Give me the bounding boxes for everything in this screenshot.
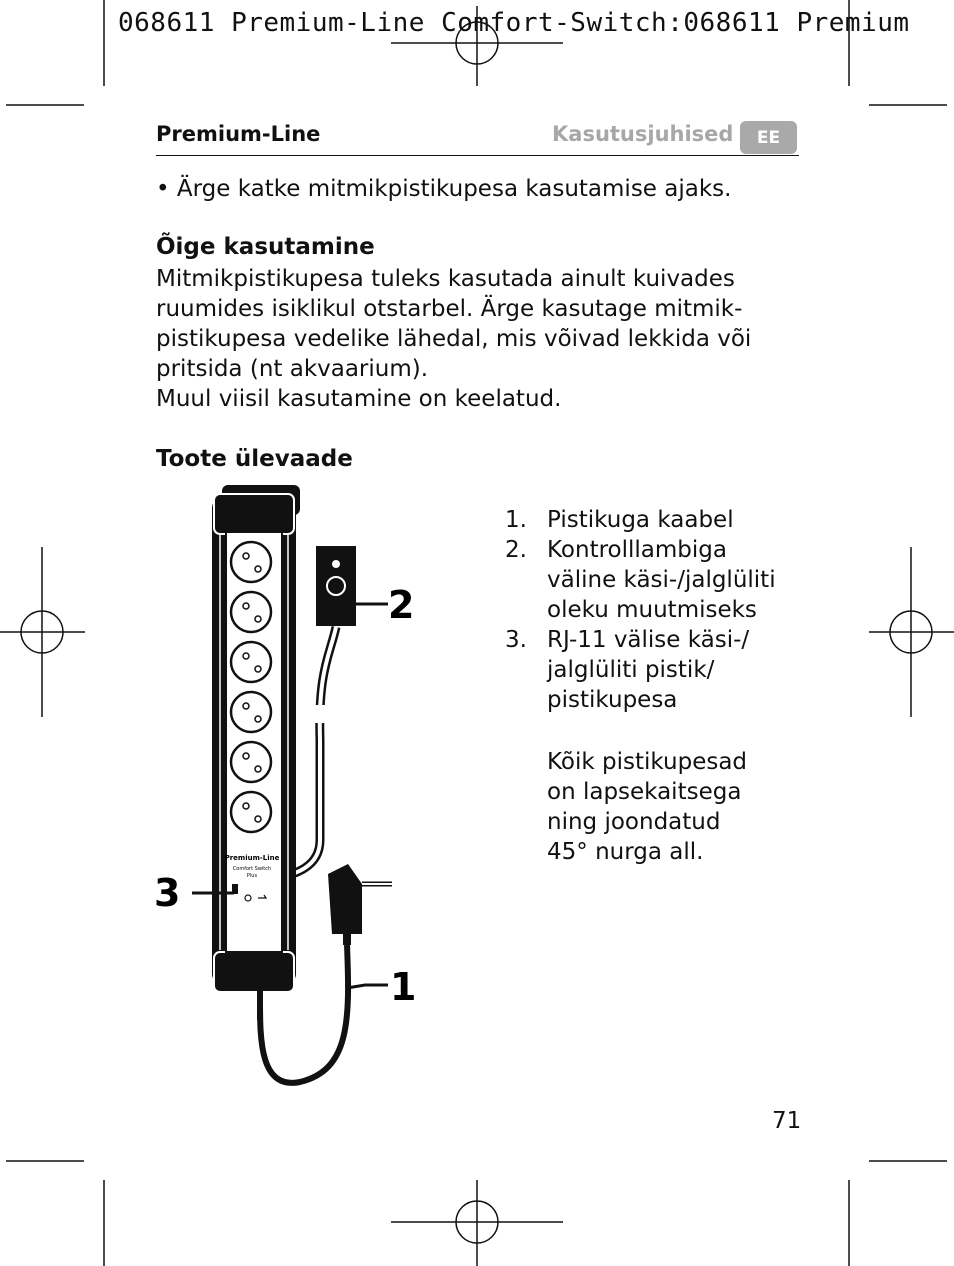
socket-hole bbox=[243, 653, 249, 659]
usage-heading: Õige kasutamine bbox=[156, 234, 375, 260]
list-item: 3. RJ-11 välise käsi-/ jalglüliti pistik/ pistikupesa bbox=[505, 627, 750, 713]
usage-line: pistikupesa vedelike lähedal, mis võivad lekkida või bbox=[156, 326, 752, 352]
remote-switch bbox=[316, 546, 356, 626]
socket-hole bbox=[255, 616, 261, 622]
bullet-line: • Ärge katke mitmikpistikupesa kasutamise ajaks. bbox=[156, 176, 732, 202]
header-doc-type: Kasutusjuhised bbox=[552, 122, 734, 146]
callout-2: 2 bbox=[388, 583, 415, 627]
usage-line: Muul viisil kasutamine on keelatud. bbox=[156, 386, 562, 412]
socket-hole bbox=[255, 566, 261, 572]
socket bbox=[231, 642, 271, 682]
usage-line: Mitmikpistikupesa tuleks kasutada ainult kuivades bbox=[156, 266, 735, 292]
power-plug bbox=[328, 864, 392, 945]
device-sublabel: Comfort Switch bbox=[232, 866, 272, 872]
device-sublabel: Plus bbox=[246, 873, 258, 879]
socket-hole bbox=[243, 603, 249, 609]
printer-slug: 068611 Premium-Line Comfort-Switch:068611 Premium bbox=[118, 8, 910, 38]
header-rule bbox=[156, 155, 799, 156]
power-strip-diagram bbox=[150, 480, 417, 1100]
socket-hole bbox=[255, 716, 261, 722]
socket bbox=[231, 792, 271, 832]
socket-hole bbox=[243, 553, 249, 559]
callout-line-1 bbox=[347, 985, 388, 988]
socket-hole bbox=[243, 803, 249, 809]
language-badge: EE bbox=[740, 121, 797, 154]
list-item: 2. Kontrolllambiga väline käsi-/jalglüliti oleku muutmiseks bbox=[505, 537, 776, 623]
usage-line: ruumides isiklikul otstarbel. Ärge kasutage mitmik- bbox=[156, 296, 743, 322]
power-button bbox=[243, 928, 257, 942]
socket-hole bbox=[255, 816, 261, 822]
socket bbox=[231, 742, 271, 782]
socket-hole bbox=[255, 666, 261, 672]
page-number: 71 bbox=[772, 1108, 802, 1134]
overview-heading: Toote ülevaade bbox=[156, 446, 353, 472]
header-brand: Premium-Line bbox=[156, 122, 321, 146]
socket-hole bbox=[243, 753, 249, 759]
socket-hole bbox=[243, 703, 249, 709]
usage-line: pritsida (nt akvaarium). bbox=[156, 356, 429, 382]
callout-1: 1 bbox=[390, 965, 417, 1009]
socket bbox=[231, 542, 271, 582]
list-item: 1. Pistikuga kaabel bbox=[505, 507, 734, 533]
device-label: Premium-Line bbox=[224, 854, 280, 862]
socket-hole bbox=[255, 766, 261, 772]
socket bbox=[231, 692, 271, 732]
callout-3: 3 bbox=[154, 871, 181, 915]
overview-list bbox=[505, 505, 776, 715]
overview-note: Kõik pistikupesad on lapsekaitsega ning joondatud 45° nurga all. bbox=[547, 749, 748, 865]
socket bbox=[231, 592, 271, 632]
usage-paragraph bbox=[156, 264, 751, 414]
